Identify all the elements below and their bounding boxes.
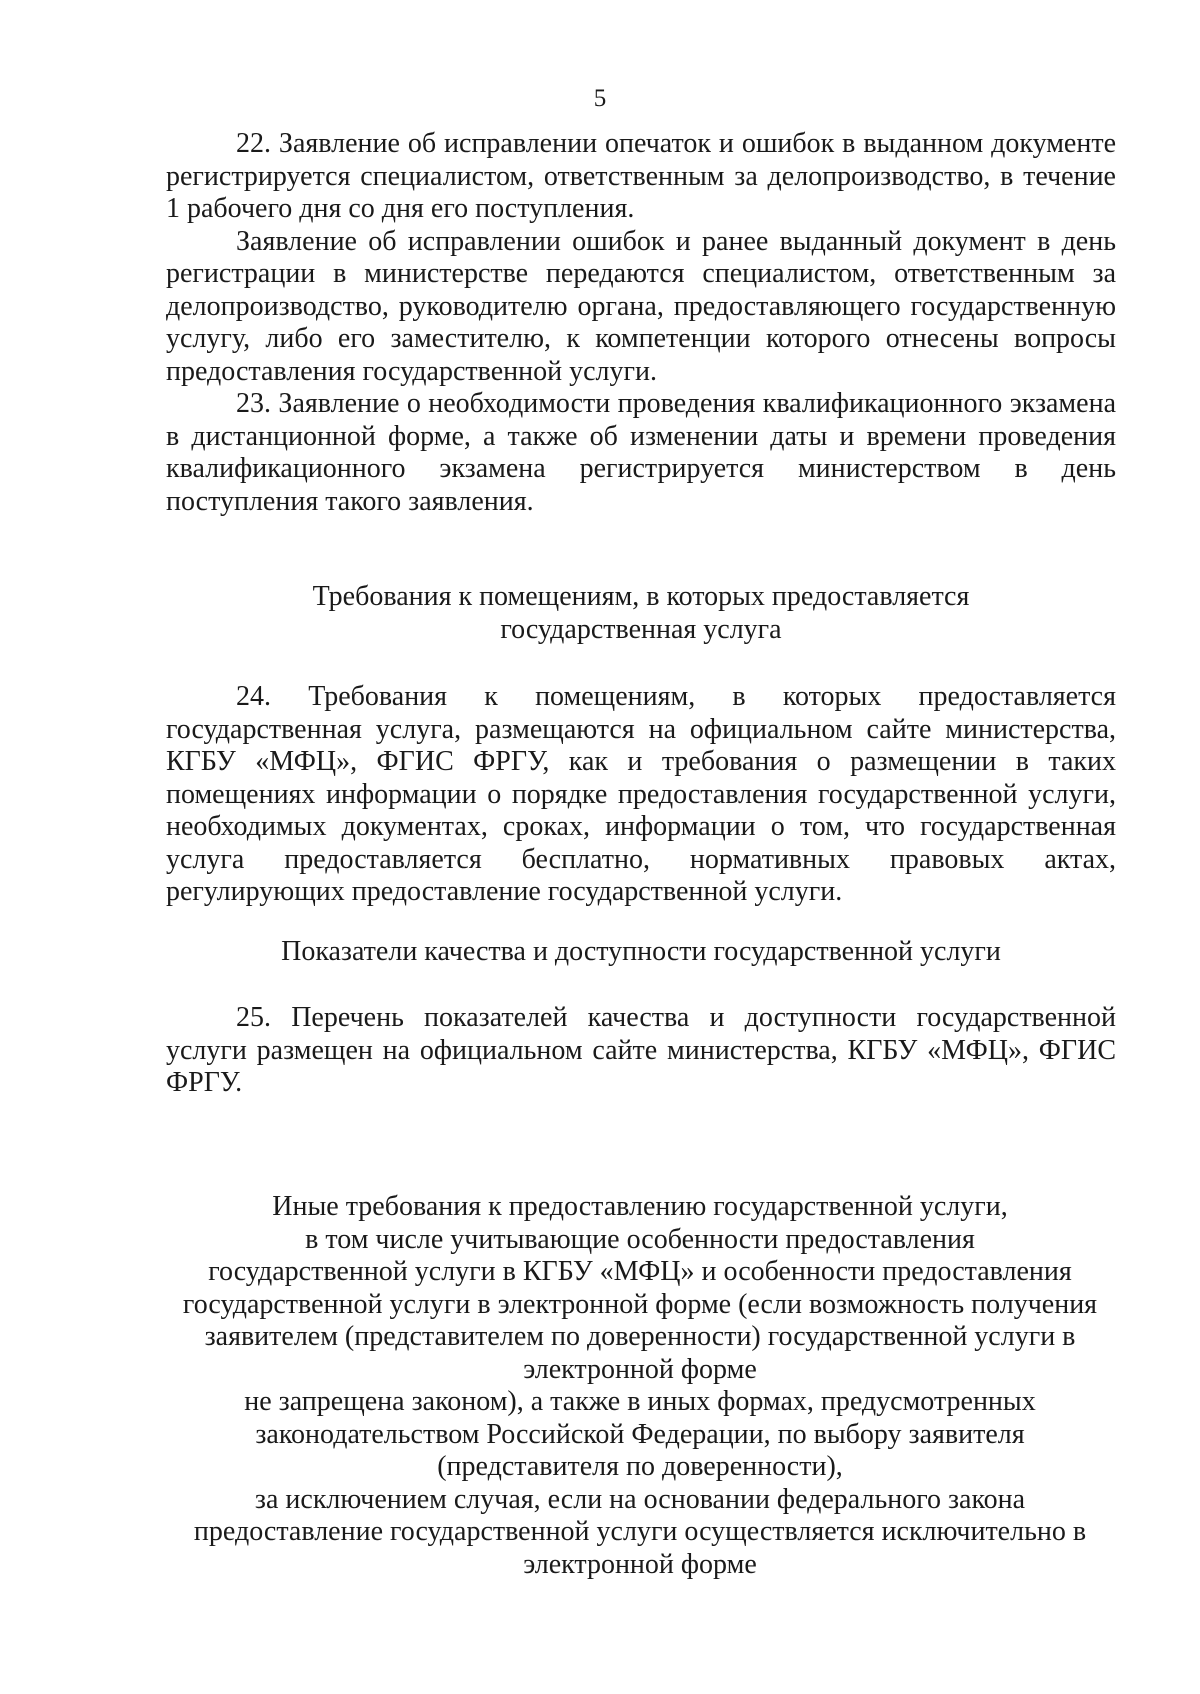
heading-line: Показатели качества и доступности государственной услуги — [281, 936, 1001, 967]
heading-premises-requirements — [166, 581, 1116, 646]
heading-line: за исключением случая, если на основании федерального закона — [254, 1483, 1026, 1515]
heading-line: заявителем (представителем по доверенности) государственной услуги в — [204, 1321, 1076, 1352]
paragraph-24-block — [166, 681, 1116, 909]
heading-line: законодательством Российской Федерации, по выбору заявителя — [255, 1418, 1025, 1450]
heading-line: электронной форме — [523, 1548, 757, 1580]
heading-line: Требования к помещениям, в которых предоставляется — [312, 581, 970, 612]
heading-line: в том числе учитывающие особенности предоставления — [305, 1223, 975, 1255]
heading-line: электронной форме — [523, 1353, 757, 1385]
heading-quality-indicators — [166, 936, 1116, 969]
heading-line: Иные требования к предоставлению государственной услуги, — [272, 1191, 1008, 1222]
paragraph-24: 24. Требования к помещениям, в которых предоставляется государственная услуга, размещаются на официальном сайте министерства, КГБУ «МФЦ», ФГИС ФРГУ, как и требования о размещении в таких помещениях информации о порядке предоставления государственной услуги, необходимых документах, сроках, информации о том, что государственная услуга предоставляется бесплатно, нормативных правовых актах, регулирующих предоставление государственной услуги. — [166, 681, 1116, 907]
paragraph-25-block — [166, 1002, 1116, 1100]
heading-line: государственной услуги в электронной форме (если возможность получения — [182, 1288, 1098, 1320]
paragraph-23: 23. Заявление о необходимости проведения квалификационного экзамена в дистанционной форме, а также об изменении даты и времени проведения квалификационного экзамена регистрируется министерством в день поступления такого заявления. — [166, 388, 1116, 517]
heading-line: предоставление государственной услуги осуществляется исключительно в — [193, 1516, 1087, 1547]
paragraph-25: 25. Перечень показателей качества и доступности государственной услуги размещен на официальном сайте министерства, КГБУ «МФЦ», ФГИС ФРГУ. — [166, 1002, 1116, 1098]
heading-line: (представителя по доверенности), — [437, 1451, 843, 1482]
heading-line: государственной услуги в КГБУ «МФЦ» и особенности предоставления — [208, 1256, 1072, 1287]
heading-other-requirements — [150, 1191, 1130, 1581]
heading-line: государственная услуга — [500, 613, 782, 645]
heading-line: не запрещена законом), а также в иных формах, предусмотренных — [244, 1386, 1036, 1417]
paragraphs-22-23 — [166, 128, 1116, 518]
page-number: 5 — [593, 85, 607, 112]
paragraph-22: 22. Заявление об исправлении опечаток и ошибок в выданном документе регистрируется специалистом, ответственным за делопроизводство, в течение 1 рабочего дня со дня его поступления. — [166, 128, 1116, 224]
paragraph-22-continuation: Заявление об исправлении ошибок и ранее выданный документ в день регистрации в министерстве передаются специалистом, ответственным за делопроизводство, руководителю органа, предоставляющего государственную услугу, либо его заместителю, к компетенции которого отнесены вопросы предоставления государственной услуги. — [166, 225, 1116, 387]
